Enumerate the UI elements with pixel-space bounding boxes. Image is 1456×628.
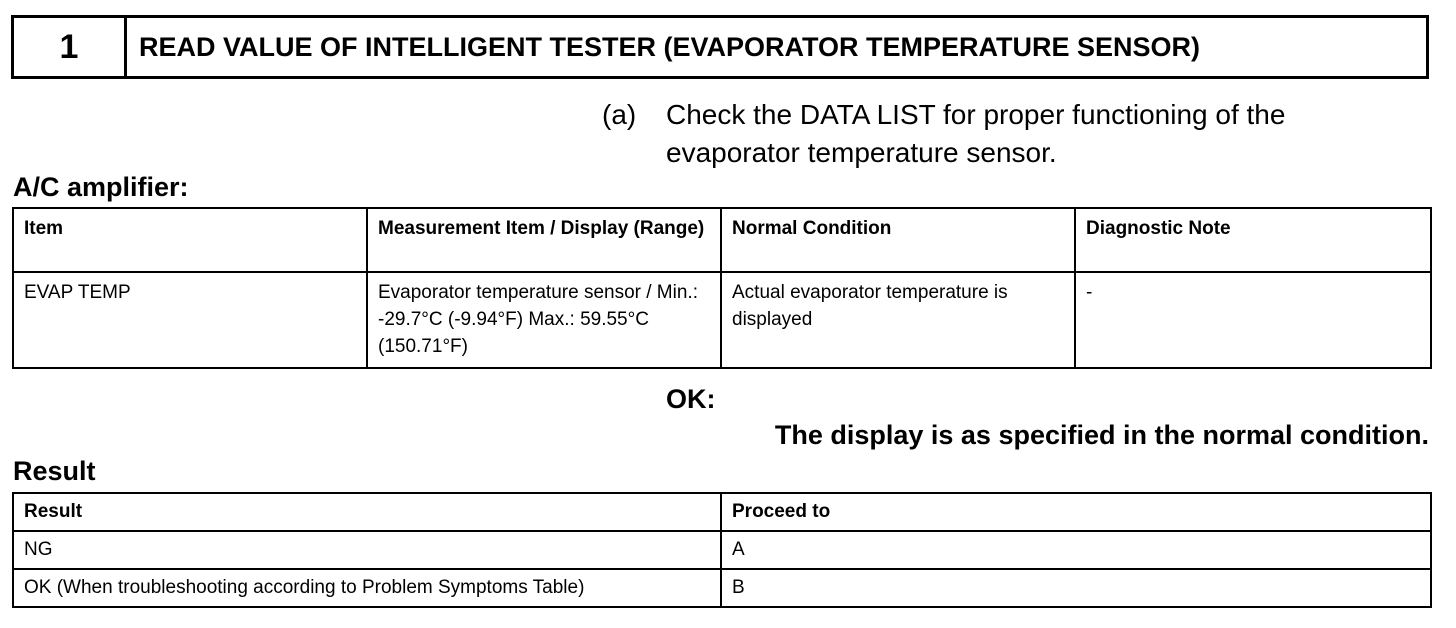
- cell-item: EVAP TEMP: [13, 272, 367, 368]
- result-section-title: Result: [13, 456, 96, 486]
- table-row: [13, 569, 1431, 607]
- instruction: [602, 96, 1285, 172]
- step-title: READ VALUE OF INTELLIGENT TESTER (EVAPORATOR TEMPERATURE SENSOR): [139, 31, 1201, 62]
- cell-measurement: Evaporator temperature sensor / Min.: -29.7°C (-9.94°F) Max.: 59.55°C (150.71°F): [367, 272, 721, 368]
- cell-diagnostic-note: -: [1075, 272, 1431, 368]
- col-header-result: Result: [13, 493, 721, 531]
- amplifier-table-header-row: [13, 208, 1431, 272]
- amplifier-table: [12, 207, 1432, 369]
- instruction-line-1: Check the DATA LIST for proper functioning of the: [666, 99, 1286, 130]
- result-table-header-row: [13, 493, 1431, 531]
- cell-proceed: B: [721, 569, 1431, 607]
- instruction-text: [666, 96, 1285, 172]
- col-header-measurement: Measurement Item / Display (Range): [367, 208, 721, 272]
- cell-result: NG: [13, 531, 721, 569]
- cell-normal-condition: Actual evaporator temperature is displayed: [721, 272, 1075, 368]
- result-table: [12, 492, 1432, 608]
- step-number: 1: [14, 18, 127, 76]
- amplifier-section-title: A/C amplifier:: [13, 172, 189, 202]
- col-header-diagnostic-note: Diagnostic Note: [1075, 208, 1431, 272]
- cell-proceed: A: [721, 531, 1431, 569]
- table-row: [13, 531, 1431, 569]
- step-header: [11, 15, 1429, 79]
- col-header-item: Item: [13, 208, 367, 272]
- instruction-line-2: evaporator temperature sensor.: [666, 137, 1057, 168]
- instruction-marker: (a): [602, 99, 637, 130]
- cell-result: OK (When troubleshooting according to Problem Symptoms Table): [13, 569, 721, 607]
- col-header-normal-condition: Normal Condition: [721, 208, 1075, 272]
- ok-text: The display is as specified in the normal condition.: [774, 420, 1429, 450]
- ok-label: OK:: [666, 384, 716, 414]
- table-row: [13, 272, 1431, 368]
- col-header-proceed-to: Proceed to: [721, 493, 1431, 531]
